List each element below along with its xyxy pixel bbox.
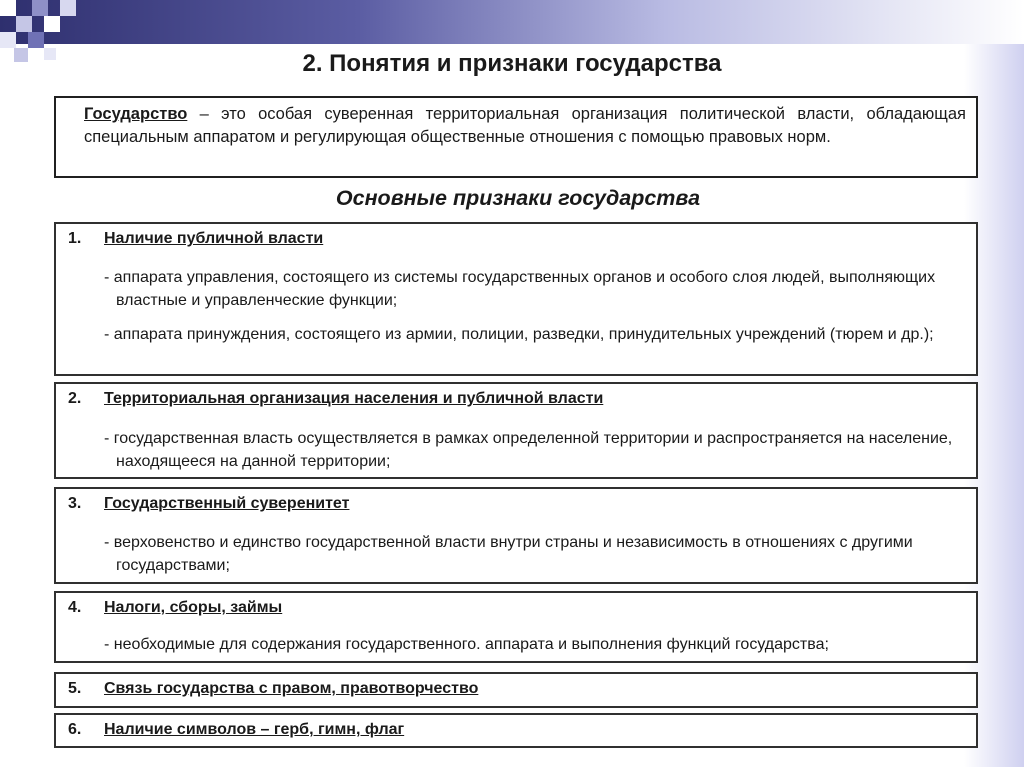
decor-square [0,32,16,48]
feature-card [54,591,978,663]
decor-square [44,16,60,32]
feature-title: Наличие символов – герб, гимн, флаг [104,721,405,738]
decor-square [32,0,48,16]
feature-number: 4. [68,599,82,616]
header-gradient-band [0,0,1024,44]
definition-box [54,96,978,178]
definition-text: – это особая суверенная территориальная организация политической власти, обладающая специальным аппаратом и регулирующая общественные отношения с помощью правовых норм. [84,105,966,146]
feature-number: 6. [68,721,82,738]
feature-card [54,382,978,479]
feature-title: Территориальная организация населения и публичной власти [104,390,604,407]
feature-header [68,495,349,513]
feature-bullet: - аппарата принуждения, состоящего из армии, полиции, разведки, принудительных учреждений (тюрем и др.); [104,326,934,343]
feature-bullet: - необходимые для содержания государственного. аппарата и выполнения функций государства; [104,636,829,653]
decor-square [16,16,32,32]
feature-bullet: - государственная власть осуществляется в рамках определенной территории и распространяется на население, находящееся на данной территории; [104,430,953,470]
feature-header [68,599,282,617]
feature-title: Государственный суверенитет [104,495,350,512]
feature-title: Налоги, сборы, займы [104,599,283,616]
feature-bullet: - аппарата управления, состоящего из системы государственных органов и особого слоя людей, выполняющих властные и управленческие функции; [104,269,936,309]
feature-bullet: - верховенство и единство государственной власти внутри страны и независимость в отношениях с другими государствами; [104,534,913,574]
feature-card [54,672,978,708]
feature-number: 5. [68,680,82,697]
page-title: 2. Понятия и признаки государства [302,50,722,77]
feature-number: 2. [68,390,82,407]
decor-square [28,32,44,48]
feature-header [68,390,603,408]
features-heading: Основные признаки государства [335,186,701,210]
feature-card [54,713,978,748]
decor-square [0,0,16,16]
feature-number: 3. [68,495,82,512]
definition-term: Государство [84,105,188,123]
feature-card [54,222,978,376]
feature-header [68,230,323,248]
feature-title: Наличие публичной власти [104,230,324,247]
feature-header [68,721,404,739]
feature-card [54,487,978,584]
feature-header [68,680,478,698]
feature-title: Связь государства с правом, правотворчество [104,680,479,697]
feature-number: 1. [68,230,82,247]
decor-square [60,0,76,16]
